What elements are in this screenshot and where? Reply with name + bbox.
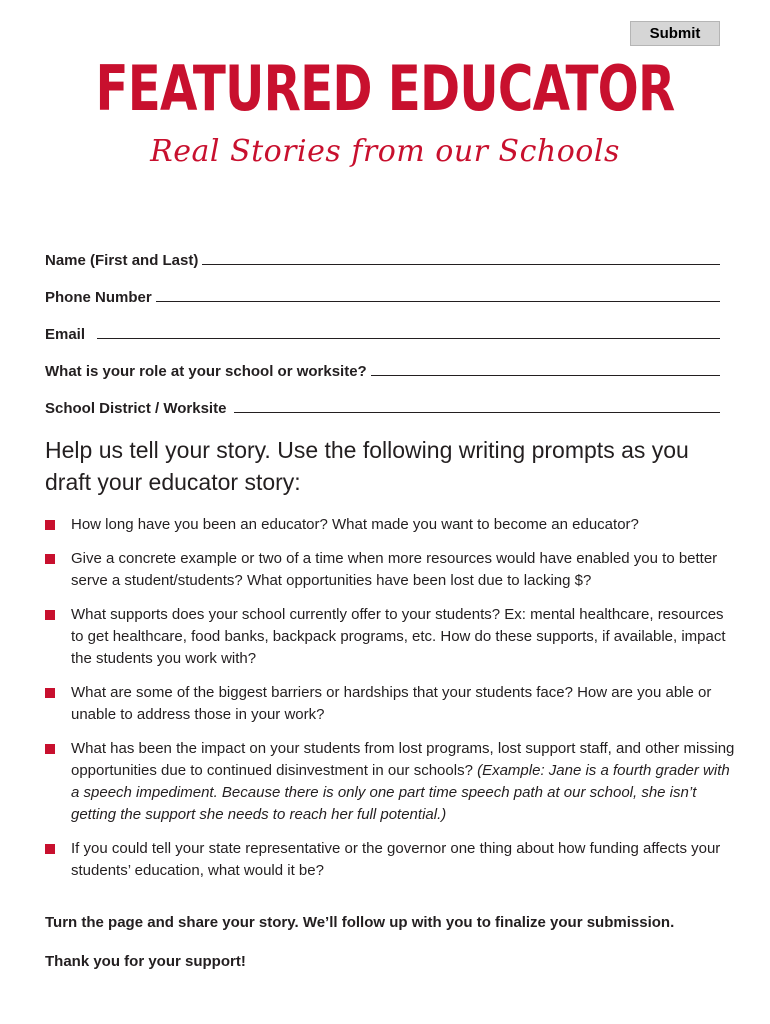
district-label: School District / Worksite bbox=[45, 400, 227, 417]
name-label: Name (First and Last) bbox=[45, 252, 199, 269]
bullet-square-icon bbox=[45, 554, 55, 564]
phone-label: Phone Number bbox=[45, 289, 152, 306]
page-title: FEATURED EDUCATOR bbox=[95, 52, 675, 125]
phone-field[interactable] bbox=[45, 269, 720, 306]
prompt-list bbox=[45, 514, 735, 894]
prompt-text: If you could tell your state representative or the governor one thing about how funding affects your students’ education, what would it be? bbox=[71, 840, 721, 879]
prompt-text: What are some of the biggest barriers or hardships that your students face? How are you able or unable to address those in your work? bbox=[71, 684, 712, 723]
list-item bbox=[45, 738, 735, 826]
district-input-line[interactable] bbox=[234, 398, 720, 413]
bullet-square-icon bbox=[45, 744, 55, 754]
name-input-line[interactable] bbox=[202, 250, 720, 265]
page-subtitle: Real Stories from our Schools bbox=[150, 134, 620, 169]
list-item bbox=[45, 548, 735, 592]
role-label: What is your role at your school or worksite? bbox=[45, 363, 367, 380]
bullet-square-icon bbox=[45, 844, 55, 854]
intro-text: Help us tell your story. Use the following writing prompts as you draft your educator story: bbox=[45, 437, 689, 495]
name-field[interactable] bbox=[45, 232, 720, 269]
list-item bbox=[45, 682, 735, 726]
closing-instruction: Turn the page and share your story. We’ll follow up with you to finalize your submission. bbox=[45, 914, 675, 931]
email-label: Email bbox=[45, 326, 86, 343]
bullet-square-icon bbox=[45, 610, 55, 620]
list-item bbox=[45, 604, 735, 670]
role-input-line[interactable] bbox=[371, 361, 720, 376]
email-field[interactable] bbox=[45, 306, 720, 343]
submit-button[interactable]: Submit bbox=[630, 21, 720, 46]
prompt-text: What has been the impact on your students from lost programs, lost support staff, and other missing opportunities due to continued disinvestment in our schools? bbox=[71, 740, 735, 779]
bullet-square-icon bbox=[45, 520, 55, 530]
bullet-square-icon bbox=[45, 688, 55, 698]
phone-input-line[interactable] bbox=[156, 287, 720, 302]
role-field[interactable] bbox=[45, 343, 720, 380]
district-field[interactable] bbox=[45, 380, 720, 417]
email-input-line[interactable] bbox=[97, 324, 720, 339]
contact-form bbox=[45, 232, 720, 417]
list-item bbox=[45, 514, 735, 536]
prompt-text: How long have you been an educator? What made you want to become an educator? bbox=[71, 516, 639, 533]
prompt-example: (Example: Jane is a fourth grader with a speech impediment. Because there is only one part time speech path at our school, she isn’t getting the support she needs to reach her full potential.) bbox=[71, 762, 730, 823]
prompt-text: Give a concrete example or two of a time when more resources would have enabled you to better serve a student/students? What opportunities have been lost due to lacking $? bbox=[71, 550, 718, 589]
thank-you-text: Thank you for your support! bbox=[45, 953, 246, 970]
prompt-text: What supports does your school currently offer to your students? Ex: mental healthcare, resources to get healthcare, food banks, backpack programs, etc. How do these supports, if available, impact the students you work with? bbox=[71, 606, 726, 667]
list-item bbox=[45, 838, 735, 882]
